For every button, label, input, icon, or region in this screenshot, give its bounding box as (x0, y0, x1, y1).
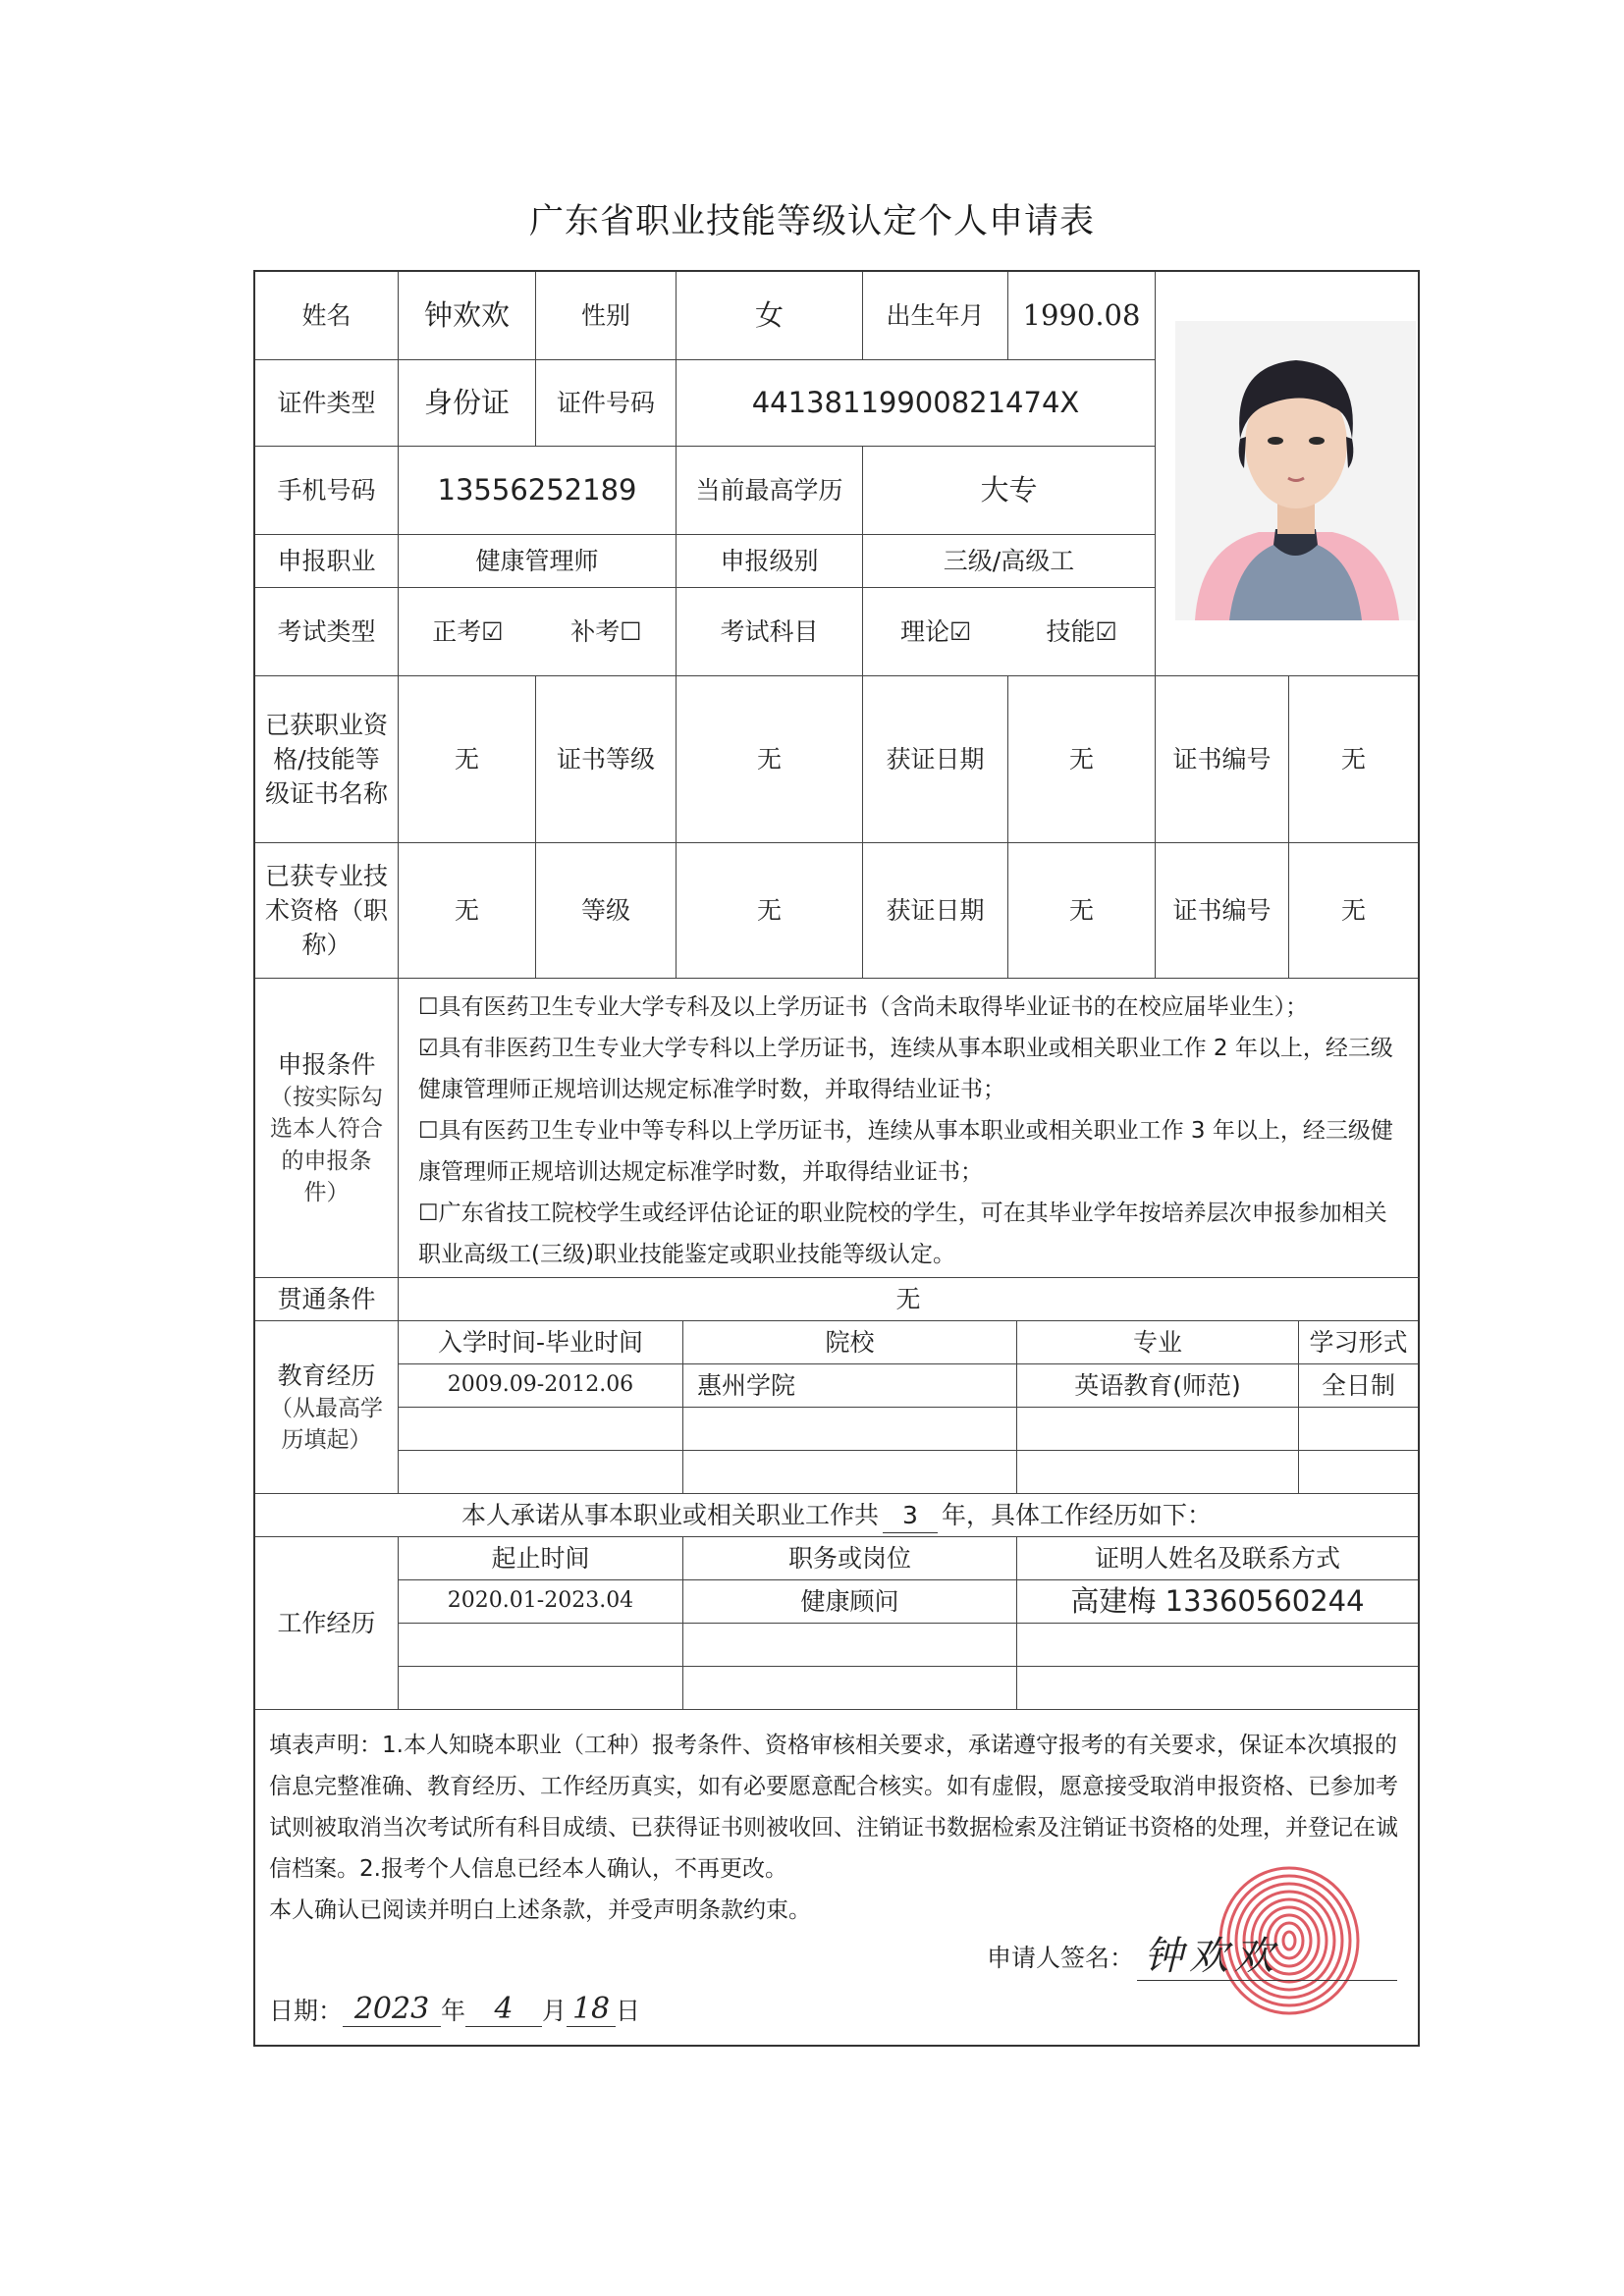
id-type-value[interactable]: 身份证 (399, 360, 536, 447)
professional-cert-label: 已获专业技术资格（职称） (255, 843, 399, 979)
occupation-label: 申报职业 (255, 535, 399, 588)
exam-makeup-checkbox[interactable]: ☐ (620, 617, 642, 646)
edu-row-2-mode[interactable] (1299, 1408, 1418, 1451)
birth-label: 出生年月 (863, 272, 1008, 360)
date-label: 日期： (269, 1997, 344, 2025)
edu-row-3-period[interactable] (399, 1451, 683, 1494)
vocational-date-value[interactable]: 无 (1008, 676, 1156, 843)
date-day[interactable]: 18 (567, 1992, 616, 2027)
exam-regular-checkbox[interactable]: ☑ (481, 617, 504, 646)
edu-row-3-major[interactable] (1017, 1451, 1299, 1494)
professional-date-label: 获证日期 (863, 843, 1008, 979)
declaration-text: 填表声明：1.本人知晓本职业（工种）报考条件、资格审核相关要求，承诺遵守报考的有关要求，保证本次填报的信息完整准确、教育经历、工作经历真实，如有必要愿意配合核实。如有虚假，愿意接受取消申报资格、已参加考试则被取消当次考试所有科目成绩、已获得证书则被收回、注销证书数据检索及注销证书资格的处理，并登记在诚信档案。2.报考个人信息已经本人确认，不再更改。 (269, 1733, 1398, 1882)
condition-item-1[interactable]: ☐具有医药卫生专业大学专科及以上学历证书（含尚未取得毕业证书的在校应届毕业生）； (418, 994, 1309, 1020)
vocational-grade-label: 证书等级 (536, 676, 677, 843)
work-row-2-reference[interactable] (1017, 1624, 1418, 1667)
edu-row-2-period[interactable] (399, 1408, 683, 1451)
education-level-value[interactable]: 大专 (863, 447, 1156, 535)
exam-regular-option[interactable]: 正考☑ (432, 617, 504, 646)
gender-label: 性别 (536, 272, 677, 360)
phone-label: 手机号码 (255, 447, 399, 535)
work-header-position: 职务或岗位 (683, 1537, 1017, 1580)
work-row-3-period[interactable] (399, 1667, 683, 1710)
id-no-label: 证件号码 (536, 360, 677, 447)
education-note: （从最高学历填起） (270, 1395, 383, 1453)
signature-line (1137, 1980, 1397, 1981)
work-years[interactable]: 3 (883, 1498, 938, 1533)
edu-row-3-school[interactable] (683, 1451, 1017, 1494)
education-title: 教育经历 (277, 1361, 376, 1390)
page-title: 广东省职业技能等级认定个人申请表 (528, 202, 1095, 241)
vocational-cert-label: 已获职业资格/技能等级证书名称 (255, 676, 399, 843)
edu-header-school: 院校 (683, 1321, 1017, 1364)
signature-label: 申请人签名： (987, 1944, 1135, 1972)
phone-value[interactable]: 13556252189 (399, 447, 677, 535)
edu-row-1-mode[interactable]: 全日制 (1299, 1364, 1418, 1408)
exam-theory-option[interactable]: 理论☑ (900, 617, 972, 646)
edu-header-mode: 学习形式 (1299, 1321, 1418, 1364)
edu-row-1-major[interactable]: 英语教育(师范) (1017, 1364, 1299, 1408)
edu-row-2-major[interactable] (1017, 1408, 1299, 1451)
exam-skill-checkbox[interactable]: ☑ (1095, 617, 1117, 646)
edu-header-period: 入学时间-毕业时间 (399, 1321, 683, 1364)
condition-item-4[interactable]: ☐广东省技工院校学生或经评估论证的职业院校的学生，可在其毕业学年按培养层次申报参加相关职业高级工(三级)职业技能鉴定或职业技能等级认定。 (418, 1201, 1387, 1267)
id-no-value[interactable]: 44138119900821474X (677, 360, 1156, 447)
conditions-label (255, 979, 399, 1278)
exam-theory-checkbox[interactable]: ☑ (949, 617, 972, 646)
work-header-period: 起止时间 (399, 1537, 683, 1580)
id-type-label: 证件类型 (255, 360, 399, 447)
date-year[interactable]: 2023 (343, 1992, 441, 2027)
work-row-3-reference[interactable] (1017, 1667, 1418, 1710)
education-level-label: 当前最高学历 (677, 447, 863, 535)
professional-date-value[interactable]: 无 (1008, 843, 1156, 979)
exam-type-label: 考试类型 (255, 588, 399, 676)
through-label: 贯通条件 (255, 1278, 399, 1321)
vocational-no-value[interactable]: 无 (1289, 676, 1418, 843)
work-row-1-period[interactable]: 2020.01-2023.04 (399, 1580, 683, 1624)
date-month[interactable]: 4 (465, 1992, 542, 2027)
date-line: 日期： 2023 年 4 月 18 日 (269, 1992, 641, 2026)
exam-subject-options (863, 588, 1156, 676)
exam-skill-option[interactable]: 技能☑ (1046, 617, 1117, 646)
work-row-1-position[interactable]: 健康顾问 (683, 1580, 1017, 1624)
vocational-grade-value[interactable]: 无 (677, 676, 863, 843)
exam-subject-label: 考试科目 (677, 588, 863, 676)
name-label: 姓名 (255, 272, 399, 360)
application-form (253, 270, 1420, 2047)
edu-row-1-school[interactable]: 惠州学院 (683, 1364, 1017, 1408)
vocational-date-label: 获证日期 (863, 676, 1008, 843)
professional-cert-name[interactable]: 无 (399, 843, 536, 979)
name-value[interactable]: 钟欢欢 (399, 272, 536, 360)
vocational-cert-name[interactable]: 无 (399, 676, 536, 843)
work-header-reference: 证明人姓名及联系方式 (1017, 1537, 1418, 1580)
conditions-title: 申报条件 (277, 1050, 376, 1080)
edu-row-1-period[interactable]: 2009.09-2012.06 (399, 1364, 683, 1408)
conditions-list (399, 979, 1420, 1278)
condition-item-3[interactable]: ☐具有医药卫生专业中等专科以上学历证书，连续从事本职业或相关职业工作 3 年以上，经三级健康管理师正规培训达规定标准学时数，并取得结业证书； (418, 1118, 1393, 1185)
vocational-no-label: 证书编号 (1156, 676, 1289, 843)
work-row-2-period[interactable] (399, 1624, 683, 1667)
edu-row-2-school[interactable] (683, 1408, 1017, 1451)
education-label (255, 1321, 399, 1494)
occupation-value[interactable]: 健康管理师 (399, 535, 677, 588)
work-row-3-position[interactable] (683, 1667, 1017, 1710)
condition-checkbox-1[interactable]: ☐ (418, 994, 439, 1020)
applicant-photo (1175, 321, 1416, 620)
professional-grade-value[interactable]: 无 (677, 843, 863, 979)
professional-no-value[interactable]: 无 (1289, 843, 1418, 979)
work-label: 工作经历 (255, 1537, 399, 1710)
level-label: 申报级别 (677, 535, 863, 588)
conditions-note: （按实际勾选本人符合的申报条件） (270, 1085, 383, 1205)
edu-row-3-mode[interactable] (1299, 1451, 1418, 1494)
exam-type-options (399, 588, 677, 676)
condition-checkbox-2[interactable]: ☑ (418, 1036, 439, 1061)
condition-item-2[interactable]: ☑具有非医药卫生专业大学专科以上学历证书，连续从事本职业或相关职业工作 2 年以上，经三级健康管理师正规培训达规定标准学时数，并取得结业证书； (418, 1036, 1393, 1102)
level-value[interactable]: 三级/高级工 (863, 535, 1156, 588)
declaration-confirm: 本人确认已阅读并明白上述条款，并受声明条款约束。 (269, 1897, 811, 1923)
gender-value[interactable]: 女 (677, 272, 863, 360)
work-row-1-reference[interactable]: 高建梅 13360560244 (1017, 1580, 1418, 1624)
professional-grade-label: 等级 (536, 843, 677, 979)
condition-checkbox-3[interactable]: ☐ (418, 1118, 439, 1144)
work-row-2-position[interactable] (683, 1624, 1017, 1667)
work-commitment: 本人承诺从事本职业或相关职业工作共 3 年，具体工作经历如下： (255, 1494, 1418, 1537)
through-value[interactable]: 无 (399, 1278, 1418, 1321)
professional-no-label: 证书编号 (1156, 843, 1289, 979)
condition-checkbox-4[interactable]: ☐ (418, 1201, 439, 1226)
birth-value[interactable]: 1990.08 (1008, 272, 1156, 360)
exam-makeup-option[interactable]: 补考☐ (570, 617, 642, 646)
applicant-signature[interactable]: 钟欢欢 (1144, 1934, 1279, 1979)
edu-header-major: 专业 (1017, 1321, 1299, 1364)
